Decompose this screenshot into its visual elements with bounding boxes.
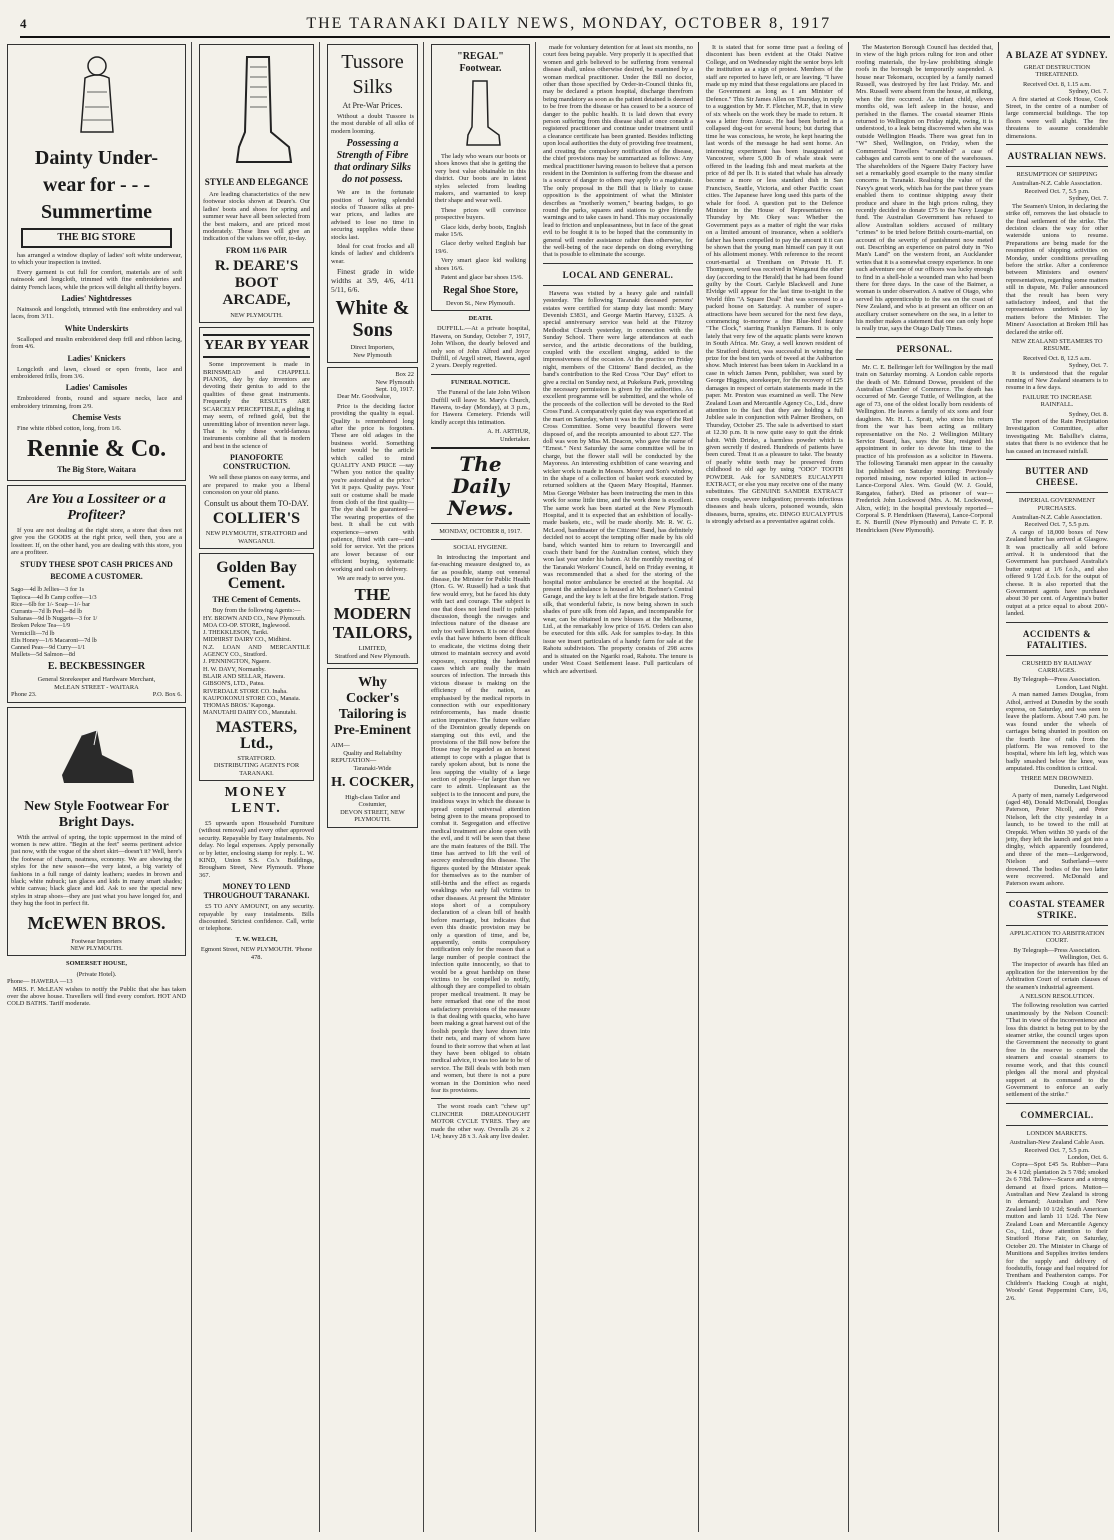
column-2 [194, 42, 320, 1532]
rennie-store: THE BIG STORE [21, 228, 172, 248]
regal-body: The lady who wears our boots or shoes knows that she is getting the very best value obtainable in this district. Our boots are in latest styles selected from leading makers, and warranted to keep their shape and wear well. [435, 153, 526, 205]
agent-item: THOMAS BROS.' Kaponga. [203, 702, 275, 710]
funeral-role: Undertaker. [500, 435, 530, 443]
deare-firm: R. DEARE'S BOOT ARCADE, [214, 257, 299, 308]
tussore-head2: Possessing a Strength of Fibre that ordinary Silks do not possess. [334, 138, 411, 186]
markets-body: Copra—Spot £45 5s. Rubber—Para 3s 4 1/2d; plantation 2s 5 7/8d; smoked 2s 6 7/8d. Tallow—Scarce and a strong demand at fixed prices. Mutton—Australian and New Zealand is strong in demand; Australian and New Zealand lamb 10 1/2d; South American mutton and lamb 11 1/2d. The New Zealand Loan and Mercantile Agency Co., Ltd., draw attention to their Stratford Horse Fair, on Saturday, October 20. The Minister in Charge of Munitions and Supplies invites tenders for the supply and delivery of foodstuffs, forage and fuel required for Trentham and Featherston camps. For Children's Hacking Cough at night, Woods' Great Peppermint Cure, 1/6, 2/6. [1006, 1161, 1108, 1302]
agent-item: MIDHIRST DAIRY CO., Midhirst. [203, 636, 292, 644]
daily-news-nameplate: The Daily News. [447, 452, 514, 520]
price-line: Sultanas—9d lb Nuggets—3 for 1/ [11, 615, 98, 623]
masters-firm: MASTERS, Ltd., [215, 718, 298, 752]
rainfall-heading: FAILURE TO INCREASE RAINFALL. [1022, 393, 1092, 409]
coastal-dateline: Wellington, Oct. 6. [1059, 954, 1108, 961]
divider [431, 523, 530, 524]
rainfall-dateline: Sydney, Oct. 8. [1068, 410, 1108, 418]
mcewen-headline: New Style Footwear For Bright Days. [24, 798, 169, 830]
tussore-t2: Silks [352, 76, 393, 98]
divider [856, 337, 993, 338]
modern-tailors-ltd: LIMITED, [358, 645, 387, 653]
masters-town: STRATFORD. [237, 754, 276, 762]
funeral-body: The Funeral of the late John Wilson Duffill will leave St. Mary's Church, Hawera, to-day (Monday), at 3 p.m., for Hawera Cemetery. Friends will kindly accept this intimation. [431, 389, 530, 426]
drowned-dateline: Dunedin, Last Night. [1054, 784, 1108, 792]
cocker-addr: DEVON STREET, NEW PLYMOUTH. [340, 808, 405, 824]
somerset-body: MRS. F. McLEAN wishes to notify the Public that she has taken over the above house. Travellers will find every comfort. HOT AND COLD BATHS. Tariff moderate. [7, 985, 186, 1008]
price-line: Sago—4d lb Jellies—3 for 1s [11, 586, 85, 594]
deare-price: FROM 11/6 PAIR [225, 245, 288, 255]
money-sub: MONEY TO LEND THROUGHOUT TARANAKI. [203, 882, 310, 901]
letter-close: We are ready to serve you. [337, 575, 405, 583]
divider [1006, 892, 1108, 893]
profiteer-ad [7, 485, 186, 703]
cement-buy: Buy from the following Agents:— [212, 607, 301, 615]
tussore-ad [327, 44, 418, 363]
somerset-phone: Phone— HAWERA —13 [7, 978, 73, 986]
cocker-title: Why Cocker's Tailoring is Pre-Eminent [334, 675, 411, 739]
yby-body2: We sell these pianos on easy terms, and are prepared to make you a liberal concession on your old piano. [203, 474, 310, 496]
price-line: Tapioca—4d lb Camp coffee—1/3 [11, 593, 97, 601]
money-lent-ad [199, 785, 314, 961]
rennie-headline-3: Summertime [40, 201, 153, 223]
regal-ad [431, 44, 530, 311]
shipping-dateline: Sydney, Oct. 7. [1068, 195, 1108, 203]
agent-item: GIBSON'S, LTD., Patea. [203, 680, 265, 688]
butter-received: Received Oct. 7, 5.5 p.m. [1024, 521, 1090, 529]
personal-heading: PERSONAL. [896, 343, 953, 354]
letter-salute: Dear Mr. Goodvalue, [337, 393, 392, 401]
rennie-item4-title: Ladies' Camisoles [65, 383, 128, 393]
price-list [11, 586, 182, 658]
editorial-head: SOCIAL HYGIENE. [453, 544, 508, 552]
blaze-dateline: Sydney, Oct. 7. [1068, 88, 1108, 96]
blaze-body: A fire started at Cook House, Cook Street, in the centre of a number of large commercial buildings. The top floors were well alight. The fire threatens to assume considerable dimensions. [1006, 95, 1108, 140]
divider [431, 374, 530, 375]
blaze-heading: A BLAZE AT SYDNEY. [1006, 50, 1108, 60]
mcewen-body: With the arrival of spring, the topic uppermost in the mind of women is new attire. "Begin at the feet" seems pertinent advice just now, with the vogue of the short skirt—doesn't it? Well, here's the footwear of charm, neatness, economy. We are showing the styles for the new season—the very latest, a big variety of fashions in a full range of dainty leathers; suedes in brown and black; white nubuck; tan glaces and kids in many smart shades; white canvas; black glace and kid. Ask to see the special new styles in strap shoes—they are just what you have longed for, and they hug the foot in perfect fit. [11, 833, 182, 908]
divider [1006, 492, 1108, 493]
agent-item: H. W. DAVY, Normanby. [203, 665, 266, 673]
rennie-body: Every garment is cut full for comfort, materials are of soft nainsook and longcloth, trimmed with fine embroideries and dainty French laces, while the prices will delight all thrifty buyers. [11, 268, 182, 291]
rennie-item4: Embroidered fronts, round and square necks, lace and embroidery trimming, from 2/9. [11, 395, 182, 410]
deare-town: NEW PLYMOUTH. [230, 311, 283, 319]
collier-firm: COLLIER'S [212, 510, 301, 528]
agent-item: KAUPOKONUI STORE CO., Manaia. [203, 694, 301, 702]
markets-received: Received Oct. 7, 5.5 p.m. [1024, 1146, 1090, 1154]
yby-sub: PIANOFORTE CONSTRUCTION. [222, 453, 291, 472]
news-paragraphs: It is stated that for some time past a feeling of discontent has been evident at the Otaki Native College, and on Wednesday night the senior boys left the institution as a sign of protest. Members of the staff are reported to have left, or are leaving. "I have made up my mind that these regulations are placed in the Government as long as I am Minister of Defence." This Sir James Allen on Thursday, in reply to a suggestion by Mr. F. Fletcher, M.P., that in view of six wheels on the work they be made to return. It was a letter from Anzac. He had been buried in a collapsed dug-out for several hours; but during that time he was conscious, he wrote, he kept hearing the last words of the message he had sent home. An interesting experiment has been inaugurated at Vancouver, where 5,000 lb of whale steak were offered in the leading fish and meat markets at the price of 8d per lb. It is stated that whale has already become a more or less standard dish in San Francisco, Seattle, Victoria, and other Pacific coast cities. The Japanese have long used this parts of the whale for food. A question put to the Defence Minister in the House of Representatives on Thursday by Mr. Okey was: Whether the Government pays as a matter of right the war risks on a limited amount of insurance, when a soldier's father has been compelled to pay the amount it it can be shown that the young man himself can pay it out of his allotment money. With reference to the recent court-martial at Trentham on Private H. F. Thompson, word was received in Wanganui the other day (according to the Herald) that he had been found guilty by the Court. Carlyle Blackwell and June Elvidge will appear for the last time to-night in the World film "A Square Deal" that was screened to a packed house on Saturday. A number of super-attractions have been secured for the next few days, commencing to-morrow a fine Blue-bird feature "The Clock," starring Franklyn Farnum. It is only lately that very few of the aquatic plants were known in South Africa. Mr. Gray, a well known resident of the Stratford district, was successful in winning the prize for the best ten yards of tweed at the Ashburton show. Much interest has been taken in Auckland in a case in which James Penn, publisher, was sued by George Higgins, storekeeper, for the recovery of £25 damages in respect of certain statements made in the paper. Mr. Preston was examined as well. The New Zealand Loan and Mercantile Agency Co., Ltd., draw attention to the fact that they are holding a full Jubilee sale in conjunction with Palmer Brothers, on Thursday, October 25. The sale is advertised to start at 12.30 p.m. It is now quite easy to quit the drink habit. With Drinko, a harmless powder which is given secretly if desired. Hundreds of patients have been cured. Treat it as a pleasure to take. The beauty of pearly white teeth may be preserved from childhood to old age by using "ODO" TOOTH POWDER. Ask for SANDER'S EUCALYPTI EXTRACT, or else you may receive one of the many substitutes. The GENUINE SANDER EXTRACT cures coughs, severe indigestion; prevents infectious diseases and heals ulcers, poisoned wounds, skin diseases, burns, sprains, etc. DINGO EUCALYPTUS is strongly advised as a preventative against colds. [706, 44, 843, 525]
shipping-received: Received Oct. 7, 5.5 p.m. [1024, 187, 1090, 195]
divider [1006, 1103, 1108, 1104]
funeral-notice [431, 379, 530, 443]
australian-news-heading: AUSTRALIAN NEWS. [1007, 151, 1107, 162]
price-line: Currants—7d lb Peel—8d lb [11, 607, 82, 615]
cocker-rep: Taranaki-Wide [353, 764, 392, 772]
collier-towns: NEW PLYMOUTH, STRATFORD and WANGANUI. [205, 530, 308, 545]
death-notice [431, 315, 530, 370]
profiteer-body: If you are not dealing at the right store, a store that does not give you the GOODS at the right price, well then, you are a lossiteer. If, on the other hand, you are dealing with this store, you are a profiteer. [11, 526, 182, 556]
yby-cta: Consult us about them TO-DAY. [204, 499, 309, 509]
coastal-body: The inspector of awards has filed an application for the intervention by the Arbitration Court of certain clauses of the seamen's industrial agreement. [1006, 961, 1108, 991]
divider [543, 263, 693, 264]
price-line: Elis Honey—1/6 Macaroni—7d lb [11, 636, 97, 644]
steamers-body: It is understood that the regular running of New Zealand steamers is to resume in a few days. [1006, 369, 1108, 392]
butter-byline: Australian-N.Z. Cable Association. [1012, 513, 1102, 521]
steamers-dateline: Sydney, Oct. 7. [1068, 362, 1108, 370]
divider [1006, 622, 1108, 623]
resolution-heading: A NELSON RESOLUTION. [1019, 993, 1095, 1001]
white-sons-desc: Direct Importers, [350, 344, 395, 352]
shipping-heading: RESUMPTION OF SHIPPING [1016, 171, 1098, 179]
beckbessinger-box: P.O. Box 6. [152, 691, 182, 699]
divider [1006, 144, 1108, 145]
deare-body: Are leading characteristics of the new footwear stocks shown at Deare's. Our ladies' boots and shoes for spring and summer wear have all been selected from the best makers, and are priced most moderately. These lines will give an indication of the values we offer, to-day. [203, 191, 310, 243]
modern-tailors-ad [327, 367, 418, 664]
mcewen-town: NEW PLYMOUTH. [70, 945, 123, 953]
price-line: Broken Pekoe Tea—1/9 [11, 622, 71, 630]
tussore-t3: At Pre-War Prices. [342, 101, 403, 110]
shoe-illustration-icon [52, 715, 142, 795]
editorial-date: MONDAY, OCTOBER 8, 1917. [439, 528, 522, 535]
divider [431, 1098, 530, 1099]
money-title: MONEY LENT. [224, 784, 289, 816]
price-line: Rice—6lb for 1/- Soap—1/- bar [11, 600, 91, 608]
beckbessinger-desc: General Storekeeper and Hardware Merchant, [37, 676, 156, 684]
cocker-ad [327, 668, 418, 827]
agent-item: RIVERDALE STORE CO. Inaha. [203, 687, 288, 695]
mcewen-desc: Footwear Importers [71, 937, 122, 945]
white-sons-town: New Plymouth [353, 351, 392, 359]
coastal-heading: COASTAL STEAMER STRIKE. [1008, 898, 1106, 920]
woman-illustration-icon [67, 52, 127, 142]
somerset-sub: (Private Hotel). [76, 970, 117, 978]
year-by-year-ad [199, 327, 314, 549]
regal-body2: These prices will convince prospective buyers. [435, 206, 526, 222]
divider [1006, 1125, 1108, 1126]
railway-byline: By Telegraph—Press Association. [1013, 676, 1101, 684]
regal-price: Glace kids, derby boots, English make 15/6. [435, 223, 526, 239]
letter-town: New Plymouth [375, 378, 414, 386]
rennie-item5: Fine white ribbed cotton, long, from 1/6. [17, 425, 122, 433]
masthead [20, 12, 1110, 38]
letter-body: Price is the deciding factor providing the quality is equal. Quality is remembered long after the price is forgotten. These are old adages in the business world. Something better would be the article which called to mind QUALITY AND PRICE —say "When you notice the quality you're astonished at the price." Yet it pays. Quality pays. Your suit or costume shall be made from cloth of the first quality—The dye shall be guaranteed—The wearing properties of the best. It shall be cut with experience—sewn with patience, fitted with care—and sold for service. Yet the prices are lower because of our efficient buying, systematic working and cash on delivery. [331, 402, 414, 573]
rennie-item3-title: Ladies' Knickers [67, 353, 126, 363]
agent-item: HY. BROWN AND CO., New Plymouth. [203, 614, 306, 622]
personal-body: Mr. C. E. Bellringer left for Wellington by the mail train on Saturday morning. A London cable reports the death of Mr. Edmund Dowse, president of the Australian Chamber of Commerce. The death has occurred of Mr. George Tuttle, of Wellington, at the age of 73, one of the oldest locally born residents of Wellington. He leaves a family of six sons and four daughters. Mr. H. L. Spratt, who since his return from the war has been acting as military representative on the No. 2 Wellington Military Service Board, has, says the Star, resigned his appointment in order to devote his time to the practice of his profession as a solicitor in Hawera. The following Taranaki men appear in the casualty list published on Saturday morning: Previously reported missing, now reported killed in action—Lance-Corporal Alex. Wm. Gould (W. J. Gould, Rangatea, father). Died as prisoner of war—Frederick John Lockwood (Mrs. A. M. Lockwood, Altcn, wife); in the hospital previously reported—Corporal S. P. Hendriksen (Hawera), Lance-Corporal E. N. Burrill (New Plymouth) and Private C. F. P. Hendricksen (New Plymouth). [856, 363, 993, 534]
column-8 [1001, 42, 1113, 1532]
column-6 [701, 42, 849, 1532]
money-body: £5 upwards upon Household Furniture (without removal) and every other approved security. Repayable by Easy Instalments. No delay. No legal expenses. Apply personally or by letter, enclosing stamp for reply. L. W. KIND, Union S.S. Co.'s Buildings, Brougham Street, New Plymouth. 'Phone 367. [199, 819, 314, 879]
tussore-body: Without a doubt Tussore is the most durable of all silks of modern looming. [331, 113, 414, 135]
resolution-body: The following resolution was carried unanimously by the Nelson Council: "That in view of the inconvenience and loss this district is being put to by the steamer strike, the council urges upon the Government the necessity to grant free in the reserve to compel the steamers and coastal steamers to resume work, and that this council pledges all the moral and physical support at its command to the Government to enforce an early settlement of the strike." [1006, 1002, 1108, 1099]
death-body: DUFFILL.—At a private hospital, Hawera, on Sunday, October 7, 1917, John Wilson, the dearly beloved and only son of John Alfred and Joyce Duffill, of Argyll street, Hawera, aged 2 years. Deeply regretted. [431, 325, 530, 370]
column-3 [322, 42, 424, 1532]
butter-subhead: IMPERIAL GOVERNMENT PURCHASES. [1018, 497, 1096, 512]
news-paragraphs: The Masterton Borough Council has decided that, in view of the high prices ruling for iron and other roofing materials, the by-law prohibiting shingle roofs in the borough be temporarily suspended. A house near Tekomaru, occupied by a family named Russell, was destroyed by fire last Friday. Mr. and Mrs. Russell were absent from the house, at milking, when the fire occurred. An infant child, eleven months old, was left asleep in the house, and perished in the flames. The coastal steamer Hinis returned to Wellington on Friday night, owing, it is understood, to a leak being discovered when she was outside Wellington Heads. There was great fun in "W" Shed, Wellington, on Friday, when the Commercial Travellers "scrambled" a case of cabbages and carrots sent to one of the warehouses. The shareholders of the Ngaere Dairy Factory have set a remarkably good example to the many similar concerns in Taranaki. Realising the value of the Navy's great work, which has for the past three years enabled them to continue shipping away their produce and share in the high prices ruling, they recently decided to donate £75 to the Navy League fund. The Australian Government has refused to allow Australian soldiers accused of military "crimes" to be tried before British courts-martial, on account of the severity of punishment now meted out. Describing an experience on patrol duty in "No Man's Land" on the western front, an Aucklander writes that it is a somewhat creepy experience. In one such adventure one of our officers was lucky enough to find in a shell-hole a wounded man who had been there for three days. In the case of the Baimer, a woman is under observation. A native of Otago, who served his apprenticeship to the sea on the coast of New Zealand, and who is at present an officer on an auxiliary cruiser somewhere on the sea, in a letter to his mother makes a statement that one can only hope is really true, says the Otago Daily Times. [856, 44, 993, 333]
steamers-heading: NEW ZEALAND STEAMERS TO RESUME. [1011, 338, 1103, 353]
cocker-aim-label: AIM— [331, 742, 350, 750]
column-7 [851, 42, 999, 1532]
rainfall-body: The report of the Rain Precipitation Investigation Committee, after investigating Mr. Balsillie's claims, states that there is no evidence that he has caused an increased rainfall. [1006, 418, 1108, 455]
editorial-body: In introducing the important and far-reaching measure designed to, as far as possible, stamp out venereal disease, the Minister for Public Health (Hon. G. W. Russell) had a task that few would envy, but he faced his duty with tact and courage. The subject is one that does not lend itself to public discussion, though the ravages and infectious nature of the disease are only too well known. It is one of those evils that have hitherto been difficult to eradicate, the victims doing their utmost to maintain secrecy and avoid exposure, excepting the hardened cases which are really the main sources of infection. The inroads this vicious disease is making on the efficiency of the nation, as emphasised by the medical reports in connection with our expeditionary reinforcements, has made drastic action imperative. The future welfare of the Dominion greatly depends on stamping out this evil, and the provisions of the Bill now before the House may be regarded as an honest attempt to cope with a plague that is rarely spoken about, but is none the less sapping the vitality of a large section of people—far larger than we care to admit. Unpleasant as the subject is to the innocent and pure, the insidious ways in which the disease is spread compel universal attention being given to the means proposed to combat it. Segregation and effective medical treatment are alone open with the evil, and it will be seen that these are the main features of the Bill. The time has arrived to lift the veil of secrecy enshrouding this disease. The figures quoted by the Minister speak for themselves as to the number of still-births and the effect as regards weaklings who early fall victims to other diseases. At present the Minister stops short of a compulsory declaration of a clean bill of health before marriage, but indicates that even this drastic provision may be only a question of time, and be, apparently, omits compulsory notification only for the reason that a large number of people contract the infection quite innocently, so that to would be a great hardship on these victims to be compelled to notify, although they are compelled to obtain proper medical treatment. It may be here remarked that one of the most satisfactory provisions of the measure is that dealing with quacks, who have been making a great harvest out of the foolish people they have drawn into their nets, and many of whom have found to their sorrow that when at last they have been obliged to obtain medical advice, it was too late to be of service. The Bill deals with both men and women, but there is not a pure woman in the Dominion who need fear its provisions. [431, 553, 530, 1095]
drowned-body: A party of men, namely Ledgerwood (aged 48), Donald McDonald, Douglas Paterson, Peter Nicoll, and Peter Nielson, left the city yesterday in a launch, to be towed to the mill at Orepuki. When within 30 yards of the jetty, they left the launch and got into a dinghy, which apparently foundered, and three of the men—Ledgerwood, Nielson and Sutherland—were drowned. The bodies of the two latter were recovered. McDonald and Paterson swam ashore. [1006, 791, 1108, 888]
local-general-body: Hawera was visited by a heavy gale and rainfall yesterday. The following Taranaki deceased persons' estates were certified for stamp duty last month: Mary Devenish £3831, and George Martin Harvey, £1325. A special anniversary service was held at the Fitzroy Methodist Church yesterday, in connection with the Sunday School. There were large attendances at each service, and the artistic decorations of the building, coupled with the excellent singing, added to the impressiveness of the occasion. At the practice on Friday night, members of the Citizens' Band decided, as the band's contribution to the Red Cross "Our Day" effort to give a recital on Sunday next, at Pukekura Park, providing the necessary permission is given by the authorities. An excellent programme will be submitted, and the whole of the proceeds of the collection will be devoted to the Red Cross Fund. A comparatively quiet day was experienced at the mart on Saturday, when it was in the charge of the Red Cross Committee. Some very beautiful flowers were disposed of, and the receipts amounted to about £27. The doll was won by Miss M. Deacon, who gave the name of "Ernest." Next Saturday the same committee will be in charge, but the flower stall will be conducted by the Mayoress. An interesting exhibition of cane weaving and wicker work is made in Messrs. Morey and Son's window, in the shape of a collection of basket work executed by returned soldiers at the Queen Mary Hospital, Hanmer. Miss George Webster has been instructing the men in this work for some little time, and the work done is excellent. The same work has been started at the New Plymouth Hospital, and it is expected that an exhibition of locally-made baskets, etc., will be made shortly. Mr. R. W. G. McLeod, bandmaster of the Citizens' Band, has definitely decided not to accept the tempting offer made by his old band, which wanted him to return to Invercargill and coach their band for the Australian contest, which they won last year under his baton. At the monthly meeting of the Taranaki Workers' Council, held on Friday evening, it was recommended that a shed for the storing of the hospital motor ambulance be erected at the hospital. At present the ambulance is housed at Mr. Brebner's Central Garage, and the key is left at the fire brigade station. Frog silk, that wonderful fabric, is now being shown in such shades of pure silk from old Japan, and incomparable for wear, can be obtained in new blouses at the Melbourne, Ltd., at the remarkably low price of 16/6. Orders can also be executed for this silk. Ask for samples to-day. In this issue we insert particulars of a handy farm for sale at the Rahotu subdivision. The property consists of 298 acres and is situated on the Ngariki road, Rahotu. The tenure is under West Coast Settlement lease. Full particulars of which are advertised. [543, 289, 693, 675]
agent-list [203, 615, 310, 717]
blaze-received: Received Oct. 8, 1.15 a.m. [1023, 80, 1091, 88]
boot-illustration-icon [217, 52, 297, 172]
beckbessinger-phone: Phone 23. [11, 691, 37, 699]
divider [1006, 655, 1108, 656]
somerset-ad [7, 960, 186, 1007]
beckbessinger-firm: E. BECKBESSINGER [47, 661, 146, 673]
agent-item: J. PENNINGTON, Ngaere. [203, 658, 271, 666]
price-line: Vermicilli—7d lb [11, 629, 55, 637]
agent-item: J. THEKKLESON, Tariki. [203, 629, 269, 637]
money-body2: £5 TO ANY AMOUNT, on any security. repayable by easy instalments. Bills discounted. Strictest confidence. Call, write or telephone. [199, 903, 314, 933]
cocker-aim: Quality and Reliability [343, 749, 402, 757]
cocker-firm: H. COCKER, [331, 774, 414, 790]
rennie-item2-title: White Underskirts [64, 323, 129, 333]
butter-body: A cargo of 18,000 boxes of New Zealand butter has arrived at Glasgow. It was practically all sold before arrival. It is understood that the Government has purchased Australia's butter output at 1/6 f.o.b., and also offered 9 1/2d f.o.b. for the output of cheese. It is also reported that the Government agents have purchased about 30 per cent. of Argentina's butter output at a price equal to about 200/- landed. [1006, 528, 1108, 618]
railway-body: A man named James Douglas, from Athol, arrived at Dunedin by the south express, on Saturday, and was seen to leave the platform. About 7.40 p.m. he was found under the wheels of carriages being shunted in position on the fourth line of rails from the platform. He was removed to the hospital, where his left leg, which was badly smashed below the knee, was amputated. His condition is critical. [1006, 691, 1108, 773]
cement-sub: THE Cement of Cements. [212, 595, 301, 605]
rennie-item2: Scalloped and muslin embroidered deep frill and ribbon lacing, from 4/6. [11, 335, 182, 351]
boot-illustration-icon [459, 79, 503, 149]
divider [1006, 925, 1108, 926]
local-general-heading: LOCAL AND GENERAL. [562, 269, 674, 280]
shipping-body: The Seamen's Union, in declaring the strike off, removes the last obstacle to the final settlement of the strike. The decision clears the way for other waterside unions to resume. Preparations are being made for the resumption of shipping activities on Monday, under conditions prevailing before the strike. After a conference between Ministers and owners' representatives, regarding some matters still in dispute, Mr. Fuller announced that the result has been very satisfactory indeed, and that the representatives undertook to lay matters before the Minister. The Miners' Association at Broken Hill has declared the strike off. [1006, 202, 1108, 336]
markets-dateline: London, Oct. 6. [1067, 1153, 1108, 1161]
rennie-ad [7, 44, 186, 481]
accidents-heading: ACCIDENTS & FATALITIES. [1022, 628, 1092, 650]
column-5 [538, 42, 699, 1532]
drowned-heading: THREE MEN DROWNED. [1020, 774, 1094, 782]
regal-firm: Regal Shoe Store, [442, 284, 519, 296]
tussore-t1: Tussore [341, 51, 404, 73]
divider [431, 447, 530, 449]
cocker-desc: High-class Tailor and Costumier, [345, 793, 400, 809]
railway-heading: CRUSHED BY RAILWAY CARRIAGES. [1021, 659, 1093, 674]
masthead-title: THE TARANAKI DAILY NEWS, MONDAY, OCTOBER 8, 1917 [306, 15, 832, 32]
regal-price: Glace derby welted English bar 19/6. [435, 240, 526, 255]
cement-ad [199, 553, 314, 781]
funeral-sign: A. H. ARTHUR, [487, 428, 530, 436]
tussore-body2: We are in the fortunate position of having splendid stocks of Tussore silks at pre-war prices, and ladies are advised to lose no time in securing supplies while these stocks last. [331, 189, 414, 241]
cement-title: Golden Bay Cement. [216, 559, 297, 593]
railway-dateline: London, Last Night. [1056, 683, 1108, 691]
yby-title: YEAR BY YEAR [203, 334, 310, 358]
letter-date: Sept. 10, 1917. [375, 385, 414, 393]
divider [543, 285, 693, 286]
markets-byline: Australian-New Zealand Cable Assn. [1009, 1139, 1105, 1147]
death-title: DEATH. [468, 314, 493, 322]
rennie-item1: Nainsook and longcloth, trimmed with fine embroidery and val laces, from 3/11. [11, 306, 182, 321]
column-1 [2, 42, 192, 1532]
rennie-item5-title: Chemise Vests [72, 413, 121, 423]
divider [1006, 166, 1108, 167]
modern-tailors-firm: THE MODERN TAILORS, [332, 585, 413, 643]
profiteer-study: STUDY THESE SPOT CASH PRICES AND BECOME A CUSTOMER. [20, 560, 173, 582]
rennie-headline-2: wear for - - - [43, 174, 150, 196]
masters-dist: DISTRIBUTING AGENTS FOR TARANAKI. [213, 762, 300, 777]
rennie-firm: Rennie & Co. [26, 435, 167, 462]
agent-item: N.Z. LOAN AND MERCANTILE AGENCY CO., Stratford. [203, 643, 310, 659]
commercial-heading: COMMERCIAL. [1020, 1109, 1094, 1120]
rennie-intro: has arranged a window display of ladies' soft white underwear, to which your inspection is invited. [11, 252, 182, 267]
regal-addr: Devon St., New Plymouth. [446, 299, 515, 307]
price-line: Mullets—5d Salmon—8d [11, 651, 76, 659]
butter-heading: BUTTER AND CHEESE. [1025, 466, 1089, 488]
agent-item: MANUTAHI DAIRY CO., Manutahi. [203, 709, 297, 717]
page-number: 4 [20, 16, 28, 31]
rennie-item3: Longcloth and lawn, closed or open fronts, lace and embroidered frills, from 3/6. [11, 365, 182, 381]
rennie-tag: The Big Store, Waitara [57, 464, 136, 474]
regal-title: "REGAL" Footwear. [457, 51, 504, 74]
cocker-rep-label: REPUTATION— [331, 757, 377, 765]
regal-price: Very smart glace kid walking shoes 16/6. [435, 257, 526, 272]
mcewen-ad [7, 707, 186, 957]
welch-firm: T. W. WELCH, [235, 935, 278, 943]
blaze-subhead: GREAT DESTRUCTION THREATENED. [1023, 64, 1091, 79]
divider [856, 359, 993, 360]
tussore-body3: Ideal for coat frocks and all kinds of ladies' and children's wear. [331, 243, 414, 265]
rennie-headline-1: Dainty Under- [34, 147, 159, 169]
price-line: Canned Peas—9d Curry—1/1 [11, 643, 86, 651]
mcewen-firm: McEWEN BROS. [27, 912, 166, 933]
editorial [431, 453, 530, 1094]
column-4 [426, 42, 536, 1532]
regal-price: Patent and glace bar shoes 15/6. [441, 274, 523, 282]
clincher-ad: The worst roads can't "chew up" CLINCHER DREADNOUGHT MOTOR CYCLE TYRES. They are made the other way. Overalls 26 x 2 1/4; heavy 28 x 3. Ask any live dealer. [431, 1103, 530, 1141]
coastal-subhead: APPLICATION TO ARBITRATION COURT. [1009, 929, 1105, 945]
letter-box: Box 22 [395, 371, 414, 379]
modern-tailors-towns: Stratford and New Plymouth. [334, 652, 411, 660]
markets-heading: LONDON MARKETS. [1026, 1129, 1088, 1137]
divider [431, 539, 530, 540]
coastal-byline: By Telegraph—Press Association. [1013, 946, 1101, 954]
steamers-received: Received Oct. 8, 12.5 a.m. [1023, 354, 1091, 362]
funeral-title: FUNERAL NOTICE. [451, 378, 510, 386]
yby-body: Some improvement is made in BRINSMEAD and CHAPPELL PIANOS, day by day inventors are devoting their genius to add to the qualities of these great instruments. Frequently the RESULTS ARE SCARCELY PERCEPTIBLE, a gliding it may seem, of refined gold, but the unremitting labor of invention never lags. That is why these world-famous instruments combine all that is modern and best in the science of [203, 361, 310, 450]
editorial-continued: made for voluntary detention for at least six months, no court fees being payable. Very properly it is specified that women and girls believed to be suffering from venereal disease shall, unless otherwise desired, be examined by a woman medical practitioner. Under the Bill no doctor, other than those specified by Order-in-Council thinks fit, may be declared a prison hospital, discharge therefrom being mandatory as soon as the patient detained is deemed to be free from the disease or has ceased to be a source of danger to the public health. It is laid down that every person suffering from this disease shall at once consult a registered practitioner and continue under treatment until a clearance certificate has been granted. Besides inflicting upon local authorities the duty of providing free treatment, and creating the compulsory notification of the disease, the chief provisions may be summarized as follows: Any medical practitioner having reason to believe that a person resident in the Dominion is suffering from the disease and is a source of danger to others may apply to a magistrate. The only proposal in the Bill that is likely to cause opposition is the appointment of what the Minister describes as "motherly women," bearing badges, to go round the parks, squares and stations to give friendly warnings and to take cases in hand. This may occasionally lead to friction and unpleasantness, but in face of the great evil to be fought it is to be hoped that the community in general will render assistance rather than otherwise, for the well-being of the race depends on doing everything that is possible to eliminate the scourge. [543, 44, 693, 259]
rennie-item1-title: Ladies' Nightdresses [61, 294, 132, 304]
tussore-body4: Finest grade in wide widths at 3/9, 4/6, 4/11 5/11, 6/6. [331, 267, 414, 295]
profiteer-headline: Are You a Lossiteer or a Profiteer? [27, 491, 166, 523]
agent-item: BLAIR AND SELLAR, Hawera. [203, 672, 285, 680]
white-sons-firm: White & Sons [335, 297, 410, 342]
somerset-name: SOMERSET HOUSE, [66, 960, 127, 968]
welch-addr: Egmont Street, NEW PLYMOUTH. 'Phone 478. [200, 946, 313, 961]
shipping-byline: Australian-N.Z. Cable Association. [1012, 180, 1102, 188]
beckbessinger-addr: McLEAN STREET - WAITARA [54, 683, 139, 691]
divider [1006, 459, 1108, 460]
deare-ad [199, 44, 314, 323]
deare-title: STYLE AND ELEGANCE [204, 177, 309, 187]
agent-item: MOA CO-OP. STORE, Inglewood. [203, 621, 291, 629]
